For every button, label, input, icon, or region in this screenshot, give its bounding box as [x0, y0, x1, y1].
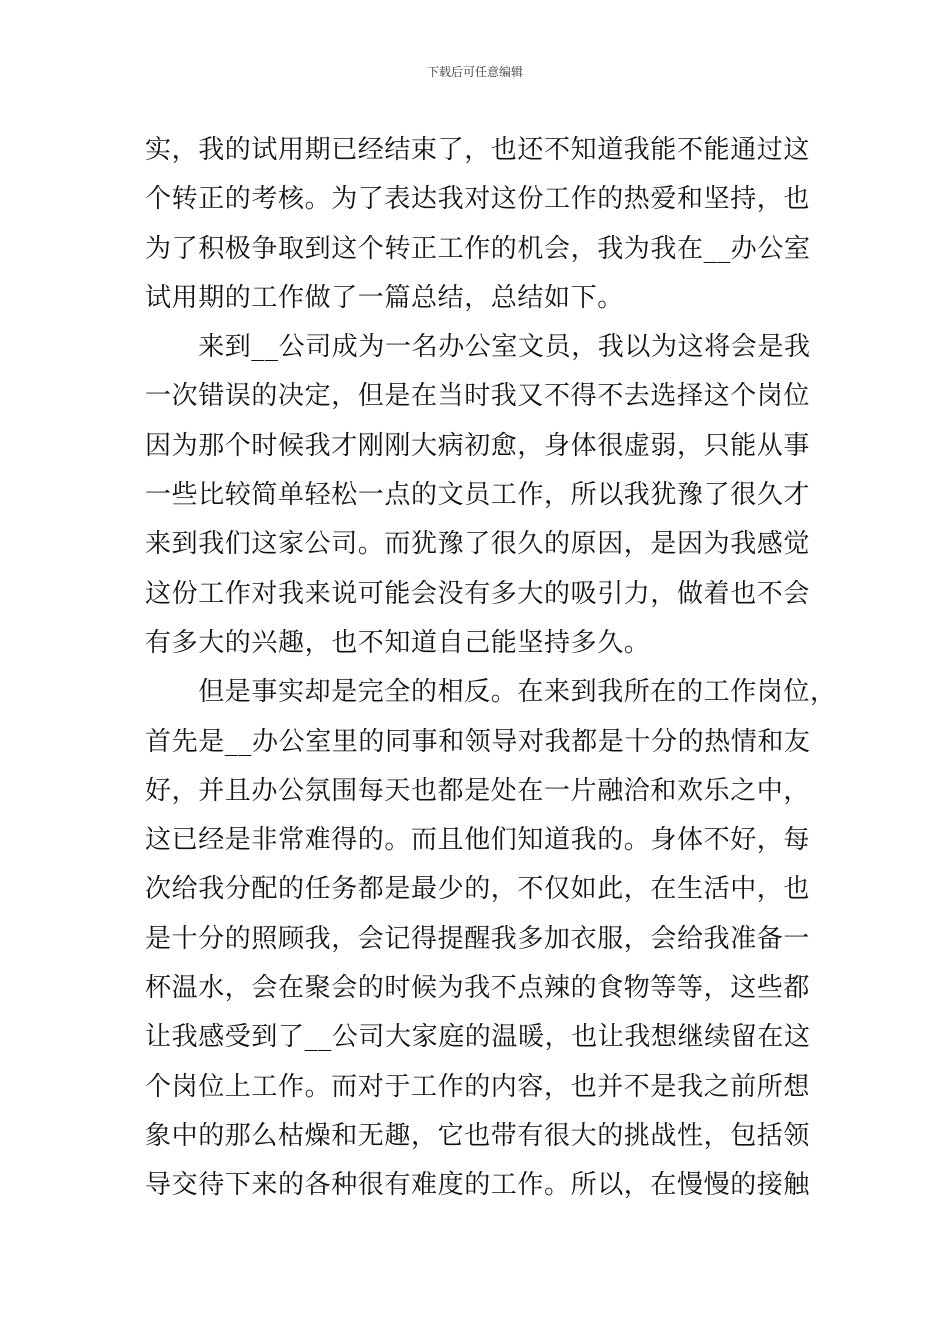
text-line: 试用期的工作做了一篇总结，总结如下。 [145, 282, 624, 313]
text-line: 个岗位上工作。而对于工作的内容，也并不是我之前所想 [145, 1071, 811, 1102]
text-line: 为了积极争取到这个转正工作的机会，我为我在__办公室 [145, 233, 811, 264]
text-line: 是十分的照顾我，会记得提醒我多加衣服，会给我准备一 [145, 923, 811, 954]
text-line: 有多大的兴趣，也不知道自己能坚持多久。 [145, 627, 651, 658]
text-line: 这份工作对我来说可能会没有多大的吸引力，做着也不会 [145, 578, 811, 609]
text-line: 来到我们这家公司。而犹豫了很久的原因，是因为我感觉 [145, 529, 811, 560]
text-line: 好，并且办公氛围每天也都是处在一片融洽和欢乐之中， [145, 775, 811, 806]
text-line: 首先是__办公室里的同事和领导对我都是十分的热情和友 [145, 726, 811, 757]
text-line: 导交待下来的各种很有难度的工作。所以，在慢慢的接触 [145, 1170, 811, 1201]
text-line: 象中的那么枯燥和无趣，它也带有很大的挑战性，包括领 [145, 1120, 811, 1151]
text-line: 但是事实却是完全的相反。在来到我所在的工作岗位， [145, 677, 837, 708]
text-line: 这已经是非常难得的。而且他们知道我的。身体不好，每 [145, 825, 811, 856]
text-line: 因为那个时候我才刚刚大病初愈，身体很虚弱，只能从事 [145, 430, 811, 461]
text-line: 次给我分配的任务都是最少的，不仅如此，在生活中，也 [145, 874, 811, 905]
text-line: 一次错误的决定，但是在当时我又不得不去选择这个岗位 [145, 381, 811, 412]
text-line: 个转正的考核。为了表达我对这份工作的热爱和坚持，也 [145, 184, 811, 215]
text-line: 一些比较简单轻松一点的文员工作，所以我犹豫了很久才 [145, 480, 811, 511]
text-line: 杯温水，会在聚会的时候为我不点辣的食物等等，这些都 [145, 973, 811, 1004]
document-body [145, 126, 837, 1211]
text-line: 让我感受到了__公司大家庭的温暖，也让我想继续留在这 [145, 1022, 811, 1053]
page-header: 下载后可任意编辑 [426, 65, 523, 79]
text-line: 来到__公司成为一名办公室文员，我以为这将会是我 [145, 332, 811, 363]
text-line: 实，我的试用期已经结束了，也还不知道我能不能通过这 [145, 135, 811, 165]
